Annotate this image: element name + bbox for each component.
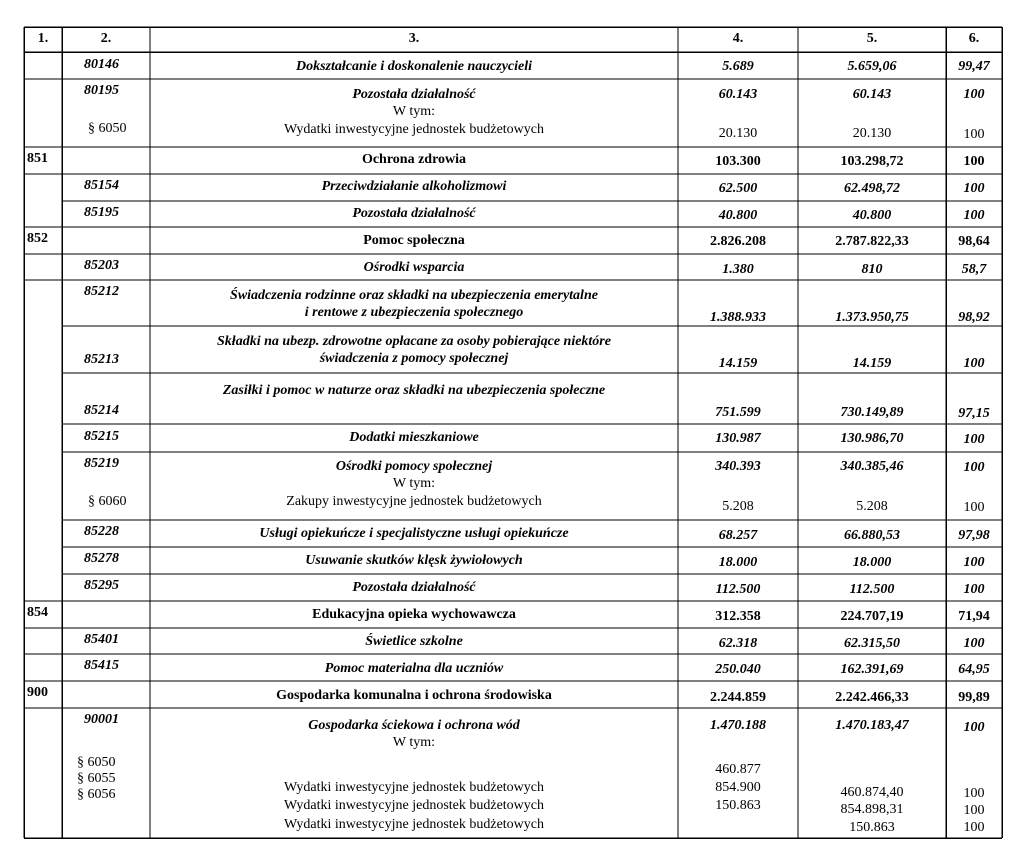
row-pct: 100 (963, 432, 985, 447)
row-plan: 250.040 (715, 662, 761, 677)
row-w-tym: W tym: (392, 104, 436, 119)
row-plan: 130.987 (715, 431, 761, 446)
row-exec: 162.391,69 (840, 662, 904, 677)
row-exec: 62.498,72 (844, 181, 900, 196)
dzial-code: 900 (27, 685, 48, 700)
sub-pct: 100 (963, 127, 985, 142)
dzial-pct: 100 (963, 154, 985, 169)
dzial-pct: 98,64 (958, 234, 990, 249)
sub-pct: 100 (963, 500, 985, 515)
row-exec: 66.880,53 (844, 528, 900, 543)
row-exec: 5.659,06 (847, 59, 897, 74)
dzial-plan: 103.300 (715, 154, 761, 169)
row-pct: 100 (963, 460, 985, 475)
header-col-6: 6. (968, 31, 980, 46)
row-w-tym: W tym: (392, 735, 436, 750)
row-exec: 340.385,46 (840, 459, 904, 474)
row-pct: 100 (963, 720, 985, 735)
row-pct: 100 (963, 356, 985, 371)
row-plan: 68.257 (718, 528, 758, 543)
row-code: 85228 (84, 524, 119, 539)
row-exec: 1.373.950,75 (835, 310, 909, 325)
row-plan: 14.159 (718, 356, 758, 371)
row-plan: 62.318 (718, 636, 758, 651)
row-name: Pomoc materialna dla uczniów (324, 661, 504, 676)
row-pct: 97,98 (958, 528, 990, 543)
row-name: Ośrodki pomocy społecznej (335, 459, 493, 474)
sub-name: Zakupy inwestycyjne jednostek budżetowych (286, 494, 542, 509)
row-name-line-1: Składki na ubezp. zdrowotne opłacane za osoby pobierające niektóre (217, 334, 611, 349)
row-exec: 730.149,89 (840, 405, 904, 420)
row-exec: 60.143 (852, 87, 892, 102)
dzial-code: 854 (27, 605, 48, 620)
row-pct: 64,95 (958, 662, 990, 677)
dzial-exec: 2.242.466,33 (835, 690, 909, 705)
dzial-pct: 71,94 (958, 609, 990, 624)
row-code: 85212 (84, 284, 119, 299)
row-w-tym: W tym: (392, 476, 436, 491)
row-plan: 340.393 (715, 459, 761, 474)
row-exec: 130.986,70 (840, 431, 904, 446)
dzial-name: Ochrona zdrowia (361, 152, 467, 167)
row-code: 85219 (84, 456, 119, 471)
row-pct: 97,15 (958, 406, 990, 421)
dzial-code: 852 (27, 231, 48, 246)
sub-exec: 854.898,31 (840, 802, 904, 817)
sub-plan: 150.863 (715, 798, 761, 813)
sub-exec: 5.208 (856, 499, 888, 514)
sub-pct: 100 (963, 820, 985, 835)
row-pct: 98,92 (958, 310, 990, 325)
sub-name: Wydatki inwestycyjne jednostek budżetowych (283, 817, 545, 832)
dzial-code: 851 (27, 151, 48, 166)
sub-code: § 6060 (88, 494, 127, 509)
sub-plan: 460.877 (715, 762, 761, 777)
sub-name: Wydatki inwestycyjne jednostek budżetowych (283, 780, 545, 795)
row-pct: 100 (963, 87, 985, 102)
dzial-plan: 312.358 (715, 609, 761, 624)
row-plan: 112.500 (715, 582, 761, 597)
row-code: 85415 (84, 658, 119, 673)
row-exec: 810 (861, 262, 883, 277)
row-code: 80195 (84, 83, 119, 98)
row-name: Zasiłki i pomoc w naturze oraz składki na ubezpieczenia społeczne (222, 383, 606, 398)
sub-exec: 460.874,40 (840, 785, 904, 800)
sub-exec: 20.130 (852, 126, 892, 141)
row-pct: 100 (963, 636, 985, 651)
row-pct: 100 (963, 582, 985, 597)
row-plan: 60.143 (718, 87, 758, 102)
sub-code: § 6056 (77, 787, 116, 802)
row-exec: 62.315,50 (844, 636, 900, 651)
row-pct: 100 (963, 208, 985, 223)
row-plan: 62.500 (718, 181, 758, 196)
row-code: 90001 (84, 712, 119, 727)
row-plan: 5.689 (722, 59, 754, 74)
row-name-line-2: i rentowe z ubezpieczenia społecznego (304, 305, 524, 320)
row-plan: 40.800 (718, 208, 758, 223)
dzial-pct: 99,89 (958, 690, 990, 705)
row-code: 85154 (84, 178, 119, 193)
sub-pct: 100 (963, 786, 985, 801)
row-code: 85278 (84, 551, 119, 566)
row-pct: 99,47 (958, 59, 990, 74)
row-exec: 18.000 (852, 555, 892, 570)
row-exec: 14.159 (852, 356, 892, 371)
sub-name: Wydatki inwestycyjne jednostek budżetowych (283, 798, 545, 813)
dzial-name: Edukacyjna opieka wychowawcza (312, 607, 516, 622)
header-col-4: 4. (732, 31, 744, 46)
dzial-name: Pomoc społeczna (363, 233, 465, 248)
row-name: Pozostała działalność (352, 206, 476, 221)
dzial-name: Gospodarka komunalna i ochrona środowiska (276, 688, 552, 703)
header-col-3: 3. (408, 31, 420, 46)
sub-plan: 854.900 (715, 780, 761, 795)
dzial-exec: 2.787.822,33 (835, 234, 909, 249)
row-pct: 100 (963, 555, 985, 570)
row-plan: 1.388.933 (710, 310, 766, 325)
header-col-2: 2. (100, 31, 112, 46)
row-name: Pozostała działalność (352, 87, 476, 102)
row-name: Dokształcanie i doskonalenie nauczycieli (295, 59, 533, 74)
row-name: Przeciwdziałanie alkoholizmowi (321, 179, 507, 194)
row-code: 85203 (84, 258, 119, 273)
row-code: 85195 (84, 205, 119, 220)
row-pct: 58,7 (961, 262, 987, 277)
sub-code: § 6055 (77, 771, 116, 786)
row-code: 85214 (84, 403, 119, 418)
row-code: 85213 (84, 352, 119, 367)
row-name: Usługi opiekuńcze i specjalistyczne usługi opiekuńcze (259, 526, 569, 541)
row-name: Pozostała działalność (352, 580, 476, 595)
row-code: 85401 (84, 632, 119, 647)
dzial-exec: 224.707,19 (840, 609, 904, 624)
row-exec: 112.500 (849, 582, 895, 597)
dzial-exec: 103.298,72 (840, 154, 904, 169)
row-name: Gospodarka ściekowa i ochrona wód (308, 718, 520, 733)
sub-name: Wydatki inwestycyjne jednostek budżetowych (283, 122, 545, 137)
row-name: Usuwanie skutków klęsk żywiołowych (305, 553, 523, 568)
sub-code: § 6050 (77, 755, 116, 770)
row-plan: 1.470.188 (710, 718, 766, 733)
sub-plan: 5.208 (722, 499, 754, 514)
dzial-plan: 2.244.859 (710, 690, 766, 705)
row-exec: 1.470.183,47 (835, 718, 909, 733)
row-name: Ośrodki wsparcia (363, 260, 465, 275)
sub-pct: 100 (963, 803, 985, 818)
row-pct: 100 (963, 181, 985, 196)
row-name: Świetlice szkolne (365, 634, 463, 649)
row-code: 85295 (84, 578, 119, 593)
row-exec: 40.800 (852, 208, 892, 223)
row-code: 85215 (84, 429, 119, 444)
sub-plan: 20.130 (718, 126, 758, 141)
row-name-line-1: Świadczenia rodzinne oraz składki na ubezpieczenia emerytalne (230, 288, 598, 303)
row-name: Dodatki mieszkaniowe (349, 430, 479, 445)
row-plan: 18.000 (718, 555, 758, 570)
sub-exec: 150.863 (849, 820, 895, 835)
header-col-1: 1. (37, 31, 49, 46)
dzial-plan: 2.826.208 (710, 234, 766, 249)
row-plan: 751.599 (715, 405, 761, 420)
sub-code: § 6050 (88, 121, 127, 136)
row-plan: 1.380 (722, 262, 754, 277)
header-col-5: 5. (866, 31, 878, 46)
row-code: 80146 (84, 57, 119, 72)
row-name-line-2: świadczenia z pomocy społecznej (319, 351, 509, 366)
